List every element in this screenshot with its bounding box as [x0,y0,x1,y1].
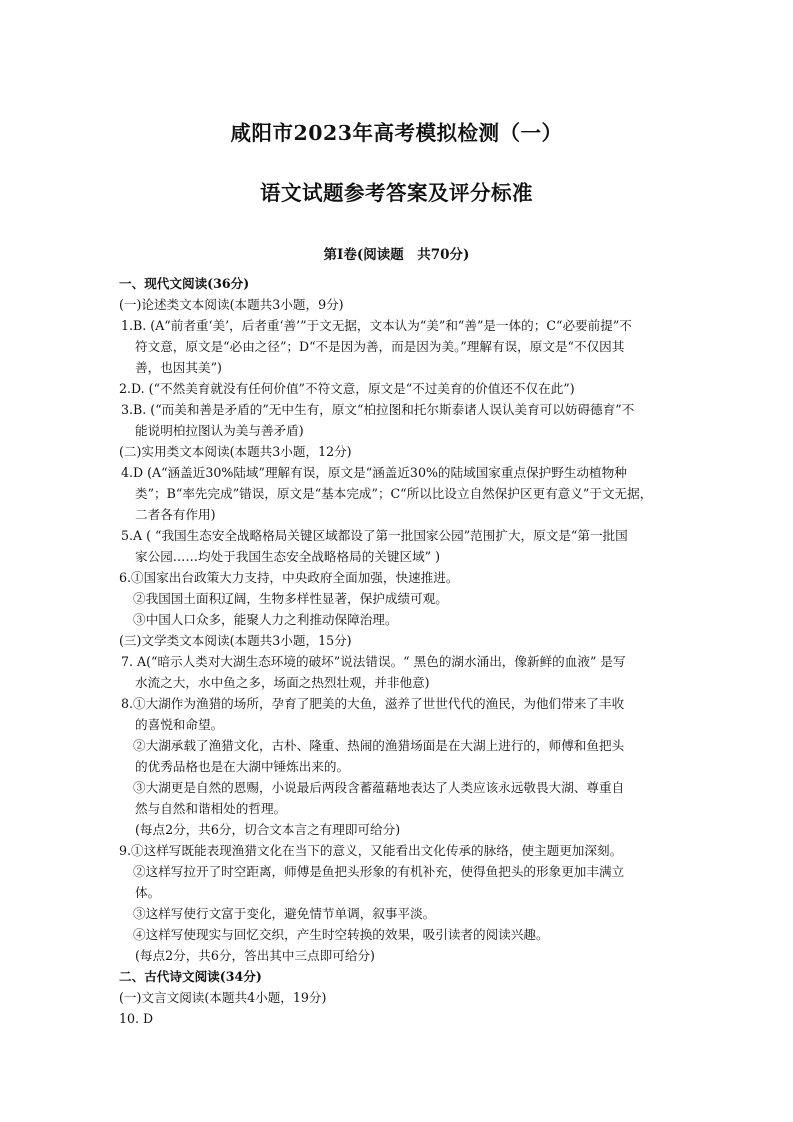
part-heading: 第Ⅰ卷(阅读题 共70分) [323,247,470,263]
answer-line: 5.A ( “我国生态安全战略格局关键区域都设了第一批国家公园”范围扩大，原文是“第一批国 [121,528,628,543]
answer-line: ③中国人口众多，能聚人力之利推动保障治理。 [133,612,398,627]
answer-line: 二者各有作用) [135,507,216,522]
subsection-heading: (三)文学类文本阅读(本题共3小题，15分) [119,633,352,648]
scoring-note: (每点2分，共6分，答出其中三点即可给分) [135,948,375,963]
answer-line: 类”；B“率先完成”错误，原文是“基本完成”；C“所以比设立自然保护区更有意义”于文无据， [135,486,653,501]
answer-content [119,273,685,1029]
answer-line: ②我国国土面积辽阔，生物多样性显著，保护成绩可观。 [133,591,448,606]
document-title: 咸阳市2023年高考模拟检测（一） [230,121,563,145]
answer-line: 然与自然和谐相处的哲理。 [135,801,287,816]
answer-line: 的喜悦和命望。 [135,717,224,732]
answer-line: ③大湖更是自然的恩赐，小说最后两段含蓄蕴藉地表达了人类应该永远敬畏大湖、尊重自 [133,780,625,795]
answer-line: 9.①这样写既能表现渔猎文化在当下的意义，又能看出文化传承的脉络，使主题更加深刻。 [119,843,623,858]
answer-line: 家公园……均处于我国生态安全战略格局的关键区域” ) [135,549,441,564]
scoring-note: (每点2分，共6分，切合文本言之有理即可给分) [135,822,401,837]
answer-line: 体。 [135,885,161,900]
subsection-heading: (二)实用类文本阅读(本题共3小题，12分) [119,444,352,459]
document-subtitle: 语文试题参考答案及评分标准 [260,181,533,205]
subsection-heading: (一)文言文阅读(本题共4小题，19分) [119,990,327,1005]
answer-line: ②大湖承载了渔猎文化，古朴、隆重、热闹的渔猎场面是在大湖上进行的，师傅和鱼把头 [133,738,625,753]
answer-line: 2.D. (“不然美育就没有任何价值”不符文意，原文是“不过美育的价值还不仅在此”) [119,381,575,396]
section-heading: 二、古代诗文阅读(34分) [119,969,262,984]
answer-line: 4.D (A“涵盖近30%陆域”理解有误，原文是“涵盖近30%的陆域国家重点保护野生动植物种 [121,465,627,480]
answer-line: 6.①国家出台政策大力支持，中央政府全面加强，快速推进。 [119,570,459,585]
answer-line: 7. A(“暗示人类对大湖生态环境的破坏”说法错误。“ 黑色的湖水涌出，像新鲜的血液” 是写 [121,654,626,669]
subsection-heading: (一)论述类文本阅读(本题共3小题，9分) [119,297,344,312]
answer-line: 3.B. (“而美和善是矛盾的”无中生有，原文“柏拉图和托尔斯泰诸人误认美育可以妨碍德育”不 [121,402,635,417]
answer-line: 善，也因其美”) [135,360,222,375]
answer-line: ③这样写使行文富于变化，避免情节单调，叙事平淡。 [133,906,436,921]
answer-line: ④这样写使现实与回忆交织，产生时空转换的效果，吸引读者的阅读兴趣。 [133,927,549,942]
answer-line: 符文意，原文是“必由之径”；D“不是因为善，而是因为美。”理解有误，原文是“不仅因其 [135,339,625,354]
answer-line: 的优秀品格也是在大湖中锤炼出来的。 [135,759,350,774]
section-heading: 一、现代文阅读(36分) [119,276,250,291]
answer-line: ②这样写拉开了时空距离，师傅是鱼把头形象的有机补充，使得鱼把头的形象更加丰满立 [133,864,625,879]
answer-line: 10. D [119,1011,154,1026]
answer-line: 水流之大，水中鱼之多，场面之热烈壮观，并非他意) [135,675,430,690]
answer-line: 能说明柏拉图认为美与善矛盾) [135,423,304,438]
answer-line: 8.①大湖作为渔猎的场所，孕育了肥美的大鱼，滋养了世世代代的渔民，为他们带来了丰收 [121,696,625,711]
answer-line: 1.B. (A“前者重‘美’，后者重‘善’”于文无据，文本认为“美”和“善”是一体的；C“必要前提”不 [121,318,632,333]
